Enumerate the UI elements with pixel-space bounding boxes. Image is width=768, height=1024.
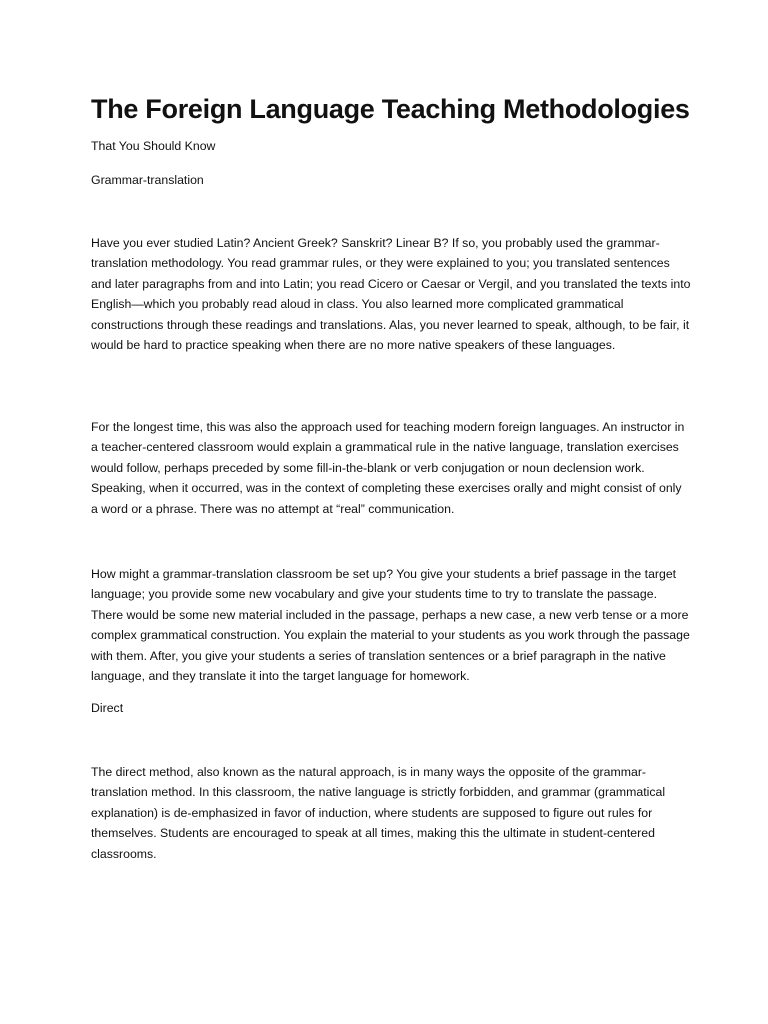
page-subtitle: That You Should Know xyxy=(91,139,216,153)
paragraph-grammar-translation-modern: For the longest time, this was also the approach used for teaching modern foreign languages. An instructor in a teacher-centered classroom would explain a grammatical rule in the native language, translation exercises would follow, perhaps preceded by some fill-in-the-blank or verb conjugation or noun declension work. Speaking, when it occurred, was in the context of completing these exercises orally and might consist of only a word or a phrase. There was no attempt at “real” communication. xyxy=(91,420,685,516)
section-heading-direct: Direct xyxy=(91,701,124,715)
paragraph-direct-method: The direct method, also known as the natural approach, is in many ways the opposite of the grammar-translation method. In this classroom, the native language is strictly forbidden, and grammar (grammatical explanation) is de-emphasized in favor of induction, where students are supposed to figure out rules for themselves. Students are encouraged to speak at all times, making this the ultimate in student-centered classrooms. xyxy=(91,765,666,861)
paragraph-grammar-translation-intro: Have you ever studied Latin? Ancient Greek? Sanskrit? Linear B? If so, you probably used the grammar-translation methodology. You read grammar rules, or they were explained to you; you translated sentences and later paragraphs from and into Latin; you read Cicero or Caesar or Vergil, and you translated the texts into English—which you probably read aloud in class. You also learned more complicated grammatical constructions through these readings and translations. Alas, you never learned to speak, although, to be fair, it would be hard to practice speaking when there are no more native speakers of these languages. xyxy=(91,236,691,353)
paragraph-grammar-translation-classroom: How might a grammar-translation classroom be set up? You give your students a brief passage in the target language; you provide some new vocabulary and give your students time to try to translate the passage. There would be some new material included in the passage, perhaps a new case, a new verb tense or a more complex grammatical construction. You explain the material to your students as you work through the passage with them. After, you give your students a series of translation sentences or a brief paragraph in the native language, and they translate it into the target language for homework. xyxy=(91,567,690,684)
section-heading-grammar-translation: Grammar-translation xyxy=(91,173,204,187)
page-title: The Foreign Language Teaching Methodologies xyxy=(91,94,690,124)
